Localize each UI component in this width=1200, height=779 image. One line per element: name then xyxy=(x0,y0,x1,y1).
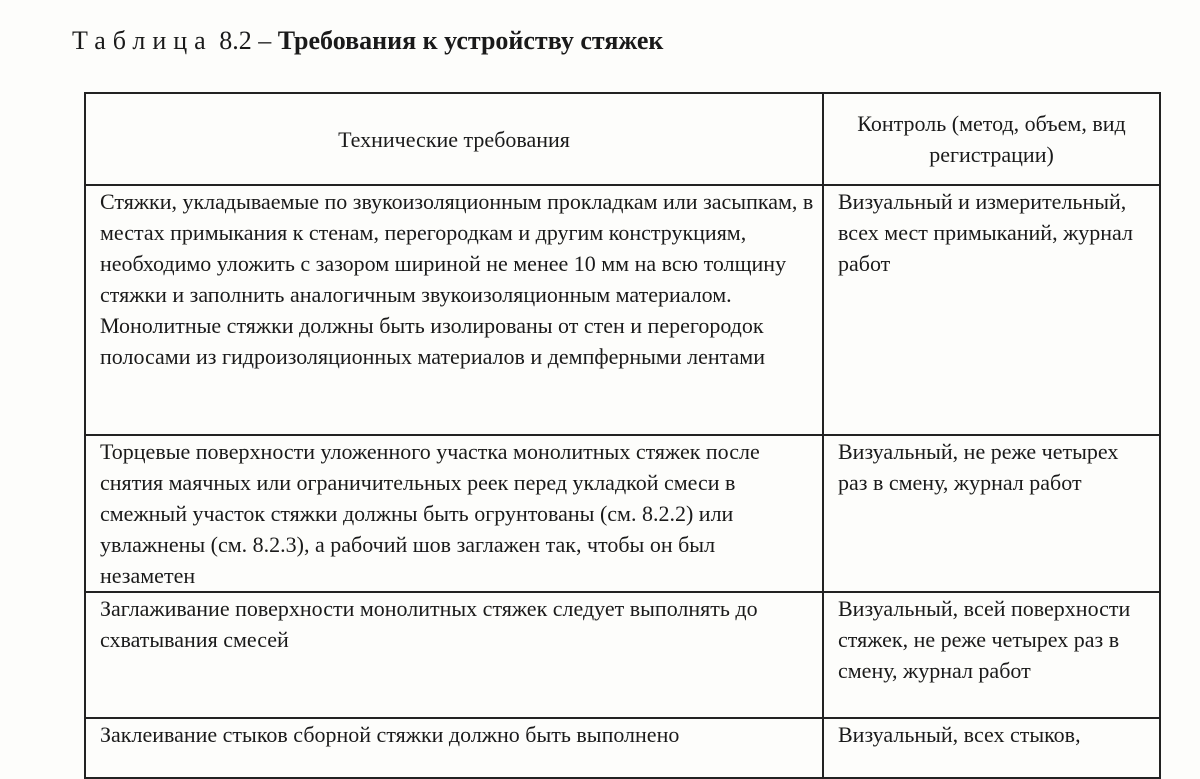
requirement-cell: Заглаживание поверхности монолитных стяжек следует выполнять до схватывания смесей xyxy=(85,592,823,718)
caption-text: Требования к устройству стяжек xyxy=(277,26,664,55)
requirement-cell: Торцевые поверхности уложенного участка монолитных стяжек после снятия маячных или ограничительных реек перед укладкой смеси в смежный участок стяжки должны быть огрунтованы (см. 8.2.2) или увлажнены (см. 8.2.3), а рабочий шов заглажен так, чтобы он был незаметен xyxy=(85,435,823,592)
header-requirements: Технические требования xyxy=(85,93,823,185)
control-cell: Визуальный, не реже четырех раз в смену, журнал работ xyxy=(823,435,1160,592)
control-cell: Визуальный, всех стыков, xyxy=(823,718,1160,778)
requirement-cell xyxy=(85,185,823,435)
requirements-table xyxy=(84,92,1161,779)
control-cell: Визуальный и измерительный, всех мест примыканий, журнал работ xyxy=(823,185,1160,435)
caption-prefix: Таблица xyxy=(72,26,213,55)
table-caption xyxy=(72,26,663,56)
table-row xyxy=(85,592,1160,718)
table-row xyxy=(85,185,1160,435)
requirement-text: Стяжки, укладываемые по звукоизоляционным прокладкам или засыпкам, в местах примыкания к стенам, перегородкам и другим конструкциям, необходимо уложить с зазором шириной не менее 10 мм на всю толщину стяжки и заполнить аналогичным звукоизоляционным материалом. xyxy=(100,189,814,307)
header-control: Контроль (метод, объем, вид регистрации) xyxy=(823,93,1160,185)
caption-number: 8.2 – xyxy=(219,26,272,55)
table-row xyxy=(85,435,1160,592)
table-row xyxy=(85,718,1160,778)
table-header-row xyxy=(85,93,1160,185)
control-cell: Визуальный, всей поверхности стяжек, не реже четырех раз в смену, журнал работ xyxy=(823,592,1160,718)
requirement-cell: Заклеивание стыков сборной стяжки должно быть выполнено xyxy=(85,718,823,778)
requirement-text-2: Монолитные стяжки должны быть изолированы от стен и перегородок полосами из гидроизоляционных материалов и демпферными лентами xyxy=(100,313,765,369)
